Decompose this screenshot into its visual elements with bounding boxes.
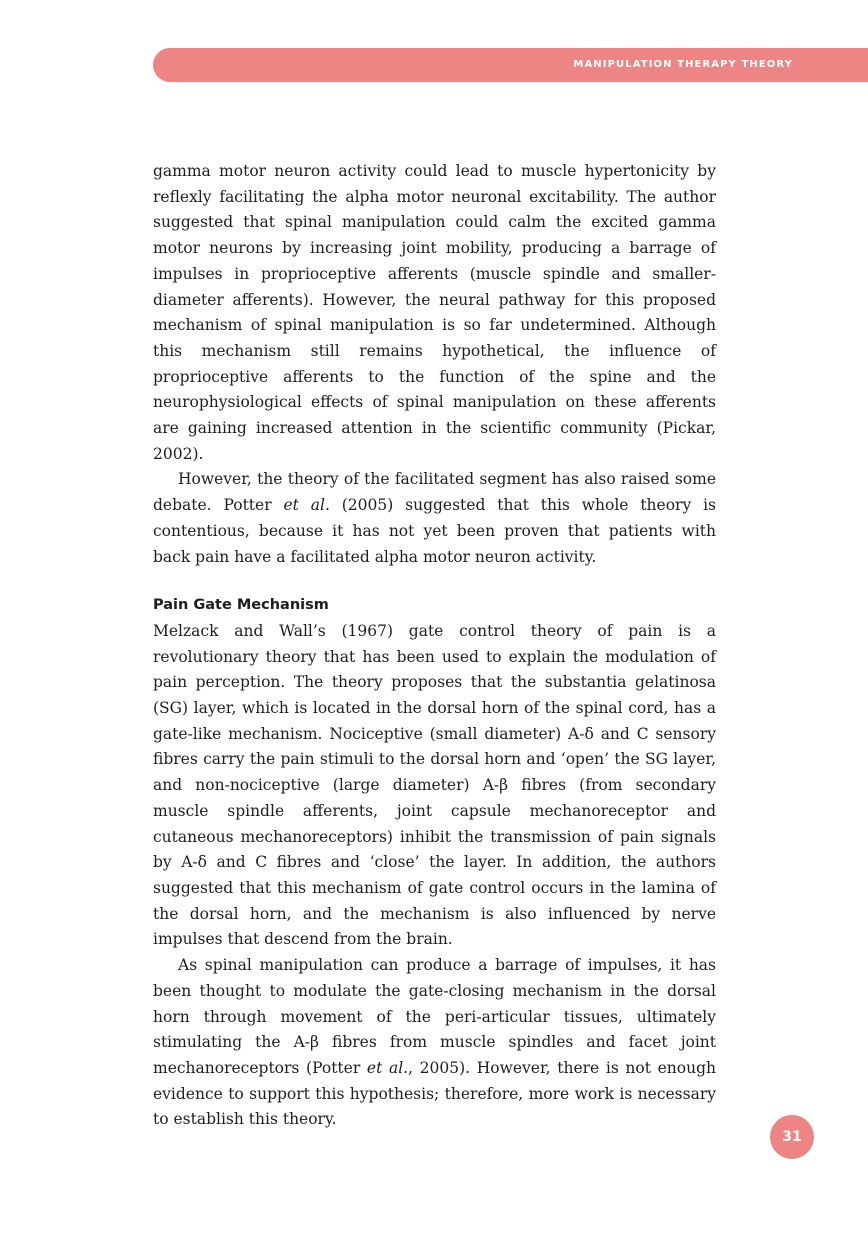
paragraph-2-et-al: et al.: [283, 496, 330, 515]
paragraph-4-text-end: , 2005). However, there is not enough evidence to support this hypothesis; therefore, more work is necessary to establish this theory.: [153, 1058, 716, 1129]
paragraph-2-text-end: (2005) suggested that this whole theory is contentious, because it has not yet been proven that patients with back pain have a facilitated alpha motor neuron activity.: [153, 496, 716, 566]
body-paragraph-3: Melzack and Wall’s (1967) gate control theory of pain is a revolutionary theory that has been used to explain the modulation of pain perception. The theory proposes that the substantia gelatinosa (SG) layer, which is located in the dorsal horn of the spinal cord, has a gate-like mechanism. Nociceptive (small diameter) A-δ and C sensory fibres carry the pain stimuli to the dorsal horn and ‘open’ the SG layer, and non-nociceptive (large diameter) A-β fibres (from secondary muscle spindle afferents, joint capsule mechanoreceptor and cutaneous mechanoreceptors) inhibit the transmission of pain signals by A-δ and C fibres and ‘close’ the layer. In addition, the authors suggested that this mechanism of gate control occurs in the lamina of the dorsal horn, and the mechanism is also influenced by nerve impulses that descend from the brain.: [153, 621, 716, 949]
running-header-title: MANIPULATION THERAPY THEORY: [573, 59, 793, 70]
running-header-banner: [153, 48, 868, 82]
body-paragraph-1: gamma motor neuron activity could lead to muscle hypertonicity by reflexly facilitating the alpha motor neuronal excitability. The author suggested that spinal manipulation could calm the excited gamma motor neurons by increasing joint mobility, producing a barrage of impulses in proprioceptive afferents (muscle spindle and smaller-diameter afferents). However, the neural pathway for this proposed mechanism of spinal manipulation is so far undetermined. Although this mechanism still remains hypothetical, the influence of proprioceptive afferents to the function of the spine and the neurophysiological effects of spinal manipulation on these afferents are gaining increased attention in the scientific community (Pickar, 2002).: [153, 162, 716, 463]
page-number-badge: 31: [770, 1115, 814, 1159]
paragraph-2-text-start: However, the theory of the facilitated segment has also raised some debate. Potter: [153, 470, 716, 515]
section-heading-pain-gate: Pain Gate Mechanism: [153, 597, 329, 614]
page-body: [153, 159, 716, 1133]
body-paragraph-4: [153, 953, 716, 1133]
paragraph-4-text-start: As spinal manipulation can produce a barrage of impulses, it has been thought to modulate the gate-closing mechanism in the dorsal horn through movement of the peri-articular tissues, ultimately stimulating the A-β fibres from muscle spindles and facet joint mechanoreceptors (Potter: [153, 956, 716, 1077]
paragraph-4-et-al: et al.: [366, 1058, 409, 1077]
body-paragraph-2: [153, 467, 716, 570]
